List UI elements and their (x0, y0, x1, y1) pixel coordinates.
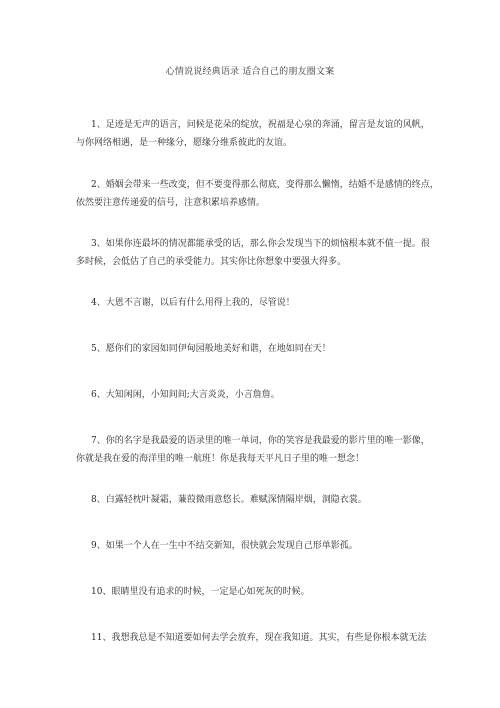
paragraph-line: 7、你的名字是我最爱的语录里的唯一单词，你的笑容是我最爱的影片里的唯一影像， (91, 436, 430, 446)
document-title: 心情说说经典语录 适合自己的朋友圈文案 (165, 67, 335, 77)
paragraph-line: 8、白露轻枕叶凝霜，蒹葭微雨意悠长。难赋深情隔岸烟，洞隐衣裳。 (91, 495, 367, 505)
paragraph-10 (76, 583, 446, 601)
paragraph-line: 依然要注意传递爱的信号，注意积累培养感情。 (76, 198, 266, 208)
paragraph-9 (76, 537, 446, 555)
paragraph-7 (76, 432, 446, 468)
paragraph-line: 5、愿你们的家园如同伊甸园般地美好和谐，在地如同在天！ (91, 344, 331, 354)
paragraph-1 (76, 116, 446, 152)
paragraph-line: 10、眼睛里没有追求的时候，一定是心如死灰的时候。 (91, 587, 310, 597)
paragraph-3 (76, 235, 446, 271)
paragraph-line: 你就是我在爱的海洋里的唯一航班！你是我每天平凡日子里的唯一想念！ (76, 454, 365, 464)
paragraph-line: 2、婚姻会带来一些改变，但不要变得那么彻底，变得那么懒惰，结婚不是感情的终点， (91, 180, 439, 190)
paragraph-5 (76, 340, 446, 358)
paragraph-line: 多时候，会低估了自己的承受能力。其实你比你想象中要强大得多。 (76, 257, 347, 267)
paragraph-line: 6、大知闲闲，小知间间;大言炎炎，小言詹詹。 (91, 390, 280, 400)
paragraph-8 (76, 491, 446, 509)
paragraph-11 (76, 629, 446, 647)
paragraph-6 (76, 386, 446, 404)
paragraph-4 (76, 294, 446, 312)
paragraph-line: 1、足迹是无声的语言，问候是花朵的绽放，祝福是心泉的奔涌，留言是友谊的风帆， (91, 120, 430, 130)
paragraph-line: 4、大恩不言谢，以后有什么用得上我的，尽管说！ (91, 298, 295, 308)
paragraph-line: 9、如果一个人在一生中不结交新知，很快就会发现自己形单影孤。 (91, 541, 358, 551)
paragraph-line: 3、如果你连最坏的情况都能承受的话，那么你会发现当下的烦恼根本就不值一提。很 (91, 239, 430, 249)
paragraph-line: 与你网络相遇，是一种缘分，愿缘分维系彼此的友谊。 (76, 138, 293, 148)
paragraph-line: 11、我想我总是不知道要如何去学会放弃，现在我知道。其实，有些是你根本就无法 (91, 633, 427, 643)
paragraph-2 (76, 176, 446, 212)
